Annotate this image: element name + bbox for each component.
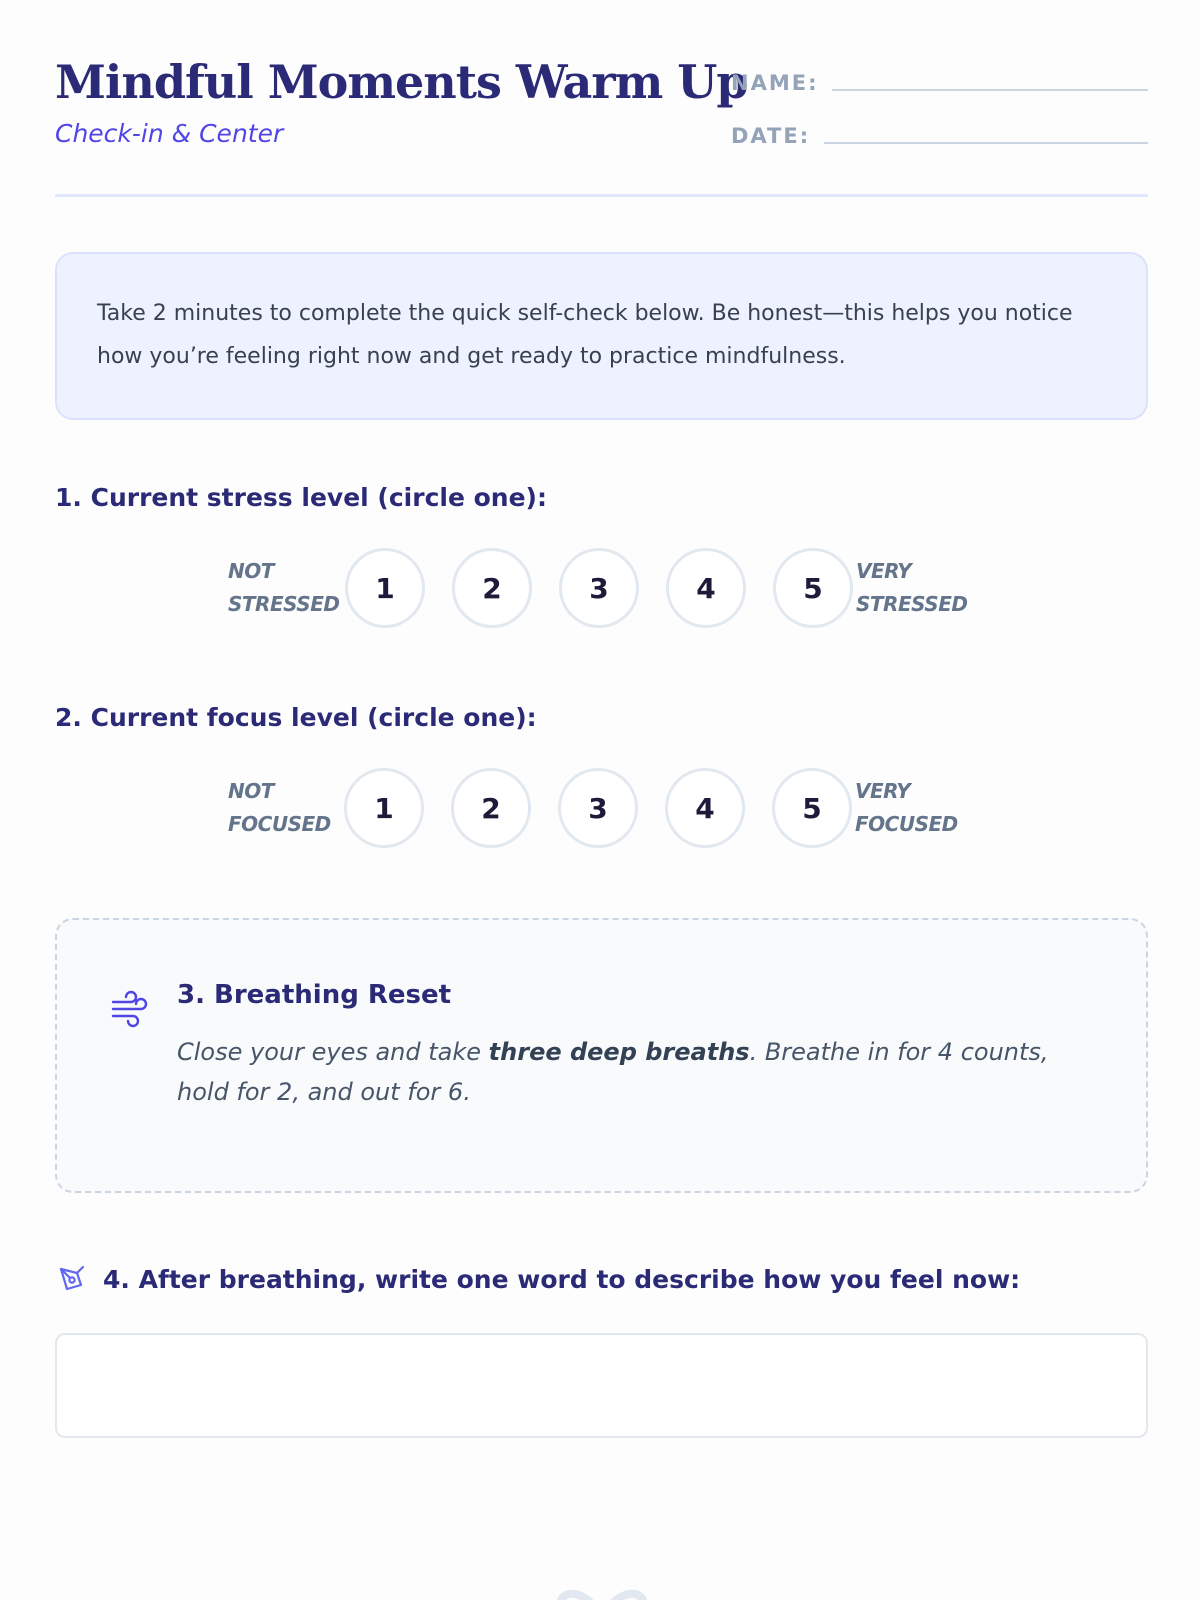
page-subtitle: Check-in & Center — [55, 119, 284, 148]
question-4-heading — [55, 1263, 1020, 1295]
focus-option-1[interactable]: 1 — [344, 768, 424, 848]
intro-box: Take 2 minutes to complete the quick self-check below. Be honest—this helps you notice how you’re feeling right now and get ready to practice mindfulness. — [55, 252, 1148, 420]
stress-low-line1: NOT — [228, 559, 274, 583]
breathing-reset-box — [55, 918, 1148, 1193]
question-4-title: 4. After breathing, write one word to describe how you feel now: — [103, 1264, 1021, 1294]
page-title: Mindful Moments Warm Up — [55, 55, 748, 109]
worksheet-header — [55, 55, 1148, 197]
focus-scale-high-label — [855, 775, 958, 841]
focus-option-4[interactable]: 4 — [665, 768, 745, 848]
stress-scale — [228, 548, 988, 628]
date-field-row — [731, 110, 1148, 148]
name-label: NAME: — [731, 71, 819, 95]
name-field[interactable] — [832, 61, 1148, 91]
breathing-text-start: Close your eyes and take — [177, 1038, 489, 1066]
stress-option-3[interactable]: 3 — [559, 548, 639, 628]
pen-icon — [55, 1263, 87, 1295]
focus-low-line2: FOCUSED — [228, 812, 331, 836]
breathing-reset-title: 3. Breathing Reset — [177, 980, 452, 1010]
breathing-text-emphasis: three deep breaths — [488, 1038, 750, 1066]
focus-option-2[interactable]: 2 — [451, 768, 531, 848]
breathing-instructions — [177, 1032, 1097, 1112]
breathing-text-end: . Breathe in for 4 counts, hold for 2, and out for 6. — [177, 1038, 1049, 1106]
feeling-answer-input[interactable] — [55, 1333, 1148, 1438]
question-1-title: 1. Current stress level (circle one): — [55, 483, 547, 512]
focus-scale-low-label — [228, 775, 331, 841]
stress-low-line2: STRESSED — [228, 592, 340, 616]
focus-low-line1: NOT — [228, 779, 274, 803]
focus-high-line1: VERY — [855, 779, 911, 803]
heart-icon — [556, 1578, 648, 1600]
stress-option-2[interactable]: 2 — [452, 548, 532, 628]
focus-option-3[interactable]: 3 — [558, 768, 638, 848]
stress-high-line2: STRESSED — [856, 592, 968, 616]
date-label: DATE: — [731, 124, 811, 148]
date-field[interactable] — [824, 114, 1148, 144]
focus-option-5[interactable]: 5 — [772, 768, 852, 848]
wind-icon — [109, 988, 151, 1030]
stress-option-5[interactable]: 5 — [773, 548, 853, 628]
focus-high-line2: FOCUSED — [855, 812, 958, 836]
focus-scale — [228, 768, 988, 848]
name-field-row — [731, 57, 1148, 95]
stress-high-line1: VERY — [856, 559, 912, 583]
student-info-fields — [731, 57, 1148, 163]
stress-scale-high-label — [856, 555, 967, 621]
stress-option-1[interactable]: 1 — [345, 548, 425, 628]
stress-option-4[interactable]: 4 — [666, 548, 746, 628]
question-2-title: 2. Current focus level (circle one): — [55, 703, 537, 732]
stress-scale-low-label — [228, 555, 339, 621]
